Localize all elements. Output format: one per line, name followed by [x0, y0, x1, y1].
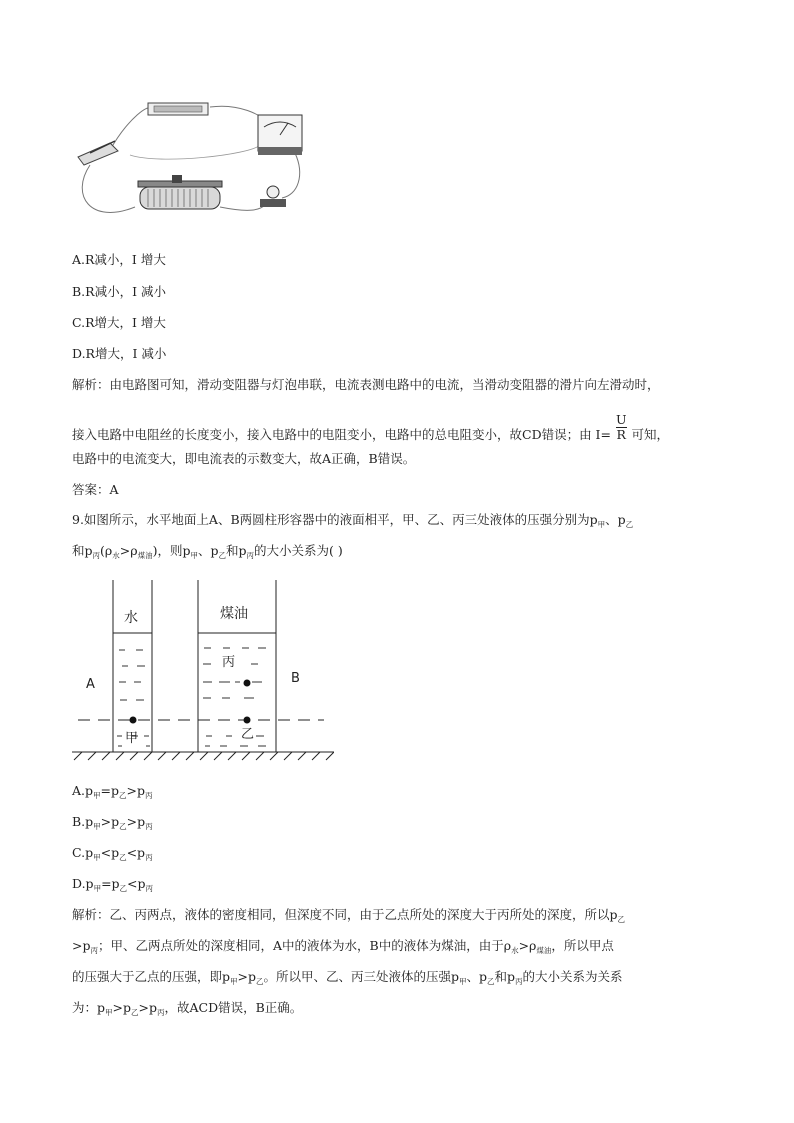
point-jia — [130, 717, 137, 724]
analysis-text: 、p — [466, 969, 488, 984]
subscript: 丙 — [145, 822, 153, 831]
analysis-text: >ρ — [518, 938, 537, 953]
subscript: 甲 — [190, 551, 198, 560]
q8-answer: 答案：A — [72, 482, 119, 497]
subscript: 水 — [112, 551, 120, 560]
subscript: 甲 — [93, 822, 101, 831]
point-bing — [244, 680, 251, 687]
analysis-text: 的大小关系为关系 — [522, 969, 623, 984]
circuit-diagram — [70, 95, 310, 235]
q9-option-a — [72, 783, 152, 801]
q9-stem-text: 、p — [605, 512, 626, 527]
analysis-text: >p — [138, 1000, 157, 1015]
subscript: 乙 — [131, 1008, 139, 1017]
point-yi — [244, 717, 251, 724]
q8-option-d: D.R增大，I 减小 — [72, 346, 167, 361]
subscript: 乙 — [119, 791, 127, 800]
subscript: 丙 — [144, 791, 153, 800]
label-water: 水 — [124, 610, 138, 626]
subscript: 甲 — [93, 853, 101, 862]
q9-option-b — [72, 814, 153, 832]
option-text: <p — [100, 845, 120, 860]
analysis-text: 。所以甲、乙、丙三处液体的压强p — [263, 969, 460, 984]
option-text: >p — [126, 814, 146, 829]
q9-analysis-line-1 — [72, 907, 625, 925]
analysis-text: ，所以甲点 — [551, 938, 614, 953]
q8-analysis-line-2-tail: 可知， — [631, 427, 670, 442]
label-kerosene: 煤油 — [220, 606, 248, 622]
option-text: D.p — [72, 876, 94, 891]
subscript: 丙 — [246, 551, 254, 560]
subscript: 丙 — [145, 884, 154, 893]
q8-analysis-line-2-text: 接入电路中电阻丝的长度变小，接入电路中的电阻变小，电路中的总电阻变小，故CD错误；由 I= — [72, 427, 611, 442]
q9-analysis-line-4 — [72, 1000, 302, 1018]
subscript: 丙 — [92, 551, 101, 560]
option-text: <p — [127, 876, 146, 891]
q9-analysis-line-2 — [72, 938, 614, 956]
q9-stem-text: 的大小关系为( ) — [254, 543, 343, 558]
subscript: 丙 — [145, 853, 153, 862]
analysis-text: >p — [112, 1000, 131, 1015]
analysis-text: 为：p — [72, 1000, 106, 1015]
ground-hatching — [74, 752, 334, 760]
fraction-denominator: R — [616, 427, 626, 442]
q9-stem-text: )，则p — [152, 543, 191, 558]
q8-analysis-line-1: 解析：由电路图可知，滑动变阻器与灯泡串联，电流表测电路中的电流，当滑动变阻器的滑片向左滑动时， — [72, 377, 660, 392]
q9-option-c — [72, 845, 153, 863]
container-diagram — [72, 570, 334, 770]
q9-option-d — [72, 876, 153, 894]
subscript: 乙 — [256, 977, 264, 986]
q9-stem-text: 、p — [197, 543, 219, 558]
subscript: 乙 — [617, 915, 626, 924]
q9-stem-text: 9.如图所示，水平地面上A、B两圆柱形容器中的液面相平，甲、乙、丙三处液体的压强分别为p — [72, 512, 598, 527]
q9-stem-text: 和p — [225, 543, 247, 558]
q8-option-b: B.R减小，I 减小 — [72, 284, 166, 299]
analysis-text: 的压强大于乙点的压强，即p — [72, 969, 231, 984]
subscript: 甲 — [230, 977, 238, 986]
formula-fraction — [616, 413, 627, 442]
analysis-text: 和p — [494, 969, 516, 984]
q8-option-a: A.R减小，I 增大 — [72, 252, 166, 267]
option-text: >p — [126, 783, 145, 798]
analysis-text: ，故ACD错误，B正确。 — [164, 1000, 303, 1015]
subscript: 甲 — [459, 977, 467, 986]
fraction-numerator: U — [615, 412, 627, 427]
q8-analysis-line-2 — [72, 412, 670, 450]
subscript: 甲 — [597, 520, 606, 529]
option-text: =p — [101, 876, 120, 891]
option-text: >p — [100, 814, 120, 829]
subscript: 丙 — [515, 977, 523, 986]
subscript: 水 — [511, 946, 519, 955]
subscript: 甲 — [93, 791, 101, 800]
subscript: 乙 — [119, 884, 128, 893]
analysis-text: 解析：乙、丙两点，液体的密度相同，但深度不同，由于乙点所处的深度大于丙所处的深度，所以p — [72, 907, 618, 922]
label-a: A — [86, 677, 95, 692]
option-text: A.p — [72, 783, 94, 798]
subscript: 乙 — [487, 977, 495, 986]
subscript: 乙 — [119, 822, 127, 831]
label-yi: 乙 — [241, 727, 255, 742]
label-bing: 丙 — [222, 655, 236, 670]
q9-stem-line-2 — [72, 543, 343, 561]
subscript: 乙 — [119, 853, 127, 862]
option-text: =p — [100, 783, 119, 798]
q9-stem-text: >ρ — [119, 543, 138, 558]
option-text: <p — [126, 845, 146, 860]
analysis-text: >p — [72, 938, 91, 953]
subscript: 乙 — [625, 520, 634, 529]
q9-stem-text: (ρ — [100, 543, 113, 558]
q8-analysis-line-3: 电路中的电流变大，即电流表的示数变大，故A正确，B错误。 — [72, 451, 416, 466]
analysis-text: ；甲、乙两点所处的深度相同，A中的液体为水，B中的液体为煤油，由于ρ — [97, 938, 512, 953]
subscript: 煤油 — [137, 551, 153, 560]
q8-option-c: C.R增大，I 增大 — [72, 315, 166, 330]
label-b: B — [291, 671, 300, 686]
subscript: 甲 — [93, 884, 102, 893]
label-jia: 甲 — [125, 731, 139, 746]
q9-stem-text: 和p — [72, 543, 93, 558]
option-text: B.p — [72, 814, 94, 829]
subscript: 煤油 — [536, 946, 552, 955]
subscript: 丙 — [156, 1008, 165, 1017]
subscript: 甲 — [105, 1008, 113, 1017]
subscript: 丙 — [90, 946, 98, 955]
option-text: C.p — [72, 845, 94, 860]
q9-analysis-line-3 — [72, 969, 623, 987]
subscript: 乙 — [218, 551, 226, 560]
q9-stem-line-1 — [72, 512, 633, 530]
analysis-text: >p — [237, 969, 256, 984]
